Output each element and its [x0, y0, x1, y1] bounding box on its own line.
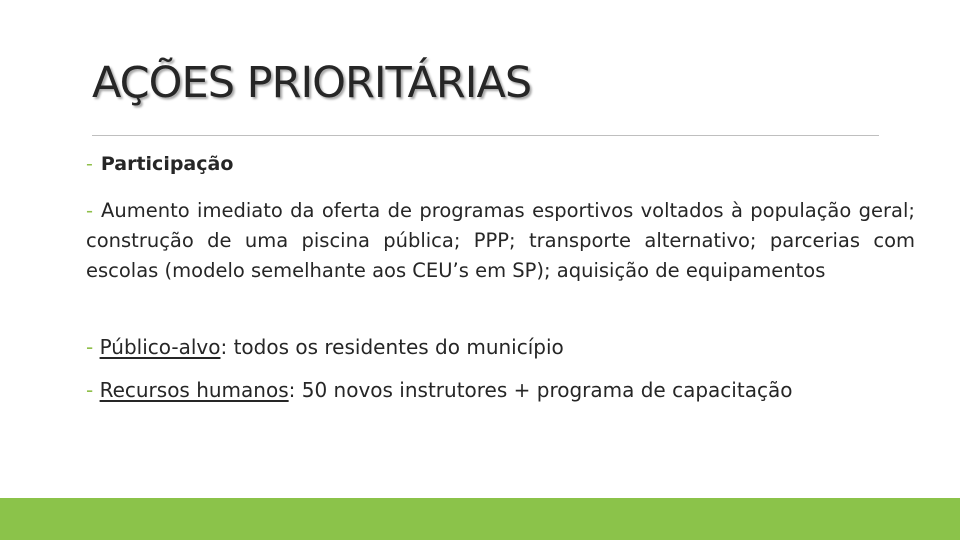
- recursos-humanos-text: : 50 novos instrutores + programa de capacitação: [288, 378, 793, 402]
- publico-alvo-text: : todos os residentes do município: [220, 335, 564, 359]
- bullet-participacao: [86, 149, 233, 179]
- publico-alvo-label: Público-alvo: [99, 335, 221, 359]
- bullet-aumento: [86, 196, 915, 286]
- bullet-recursos-humanos: [86, 375, 792, 405]
- bullet-dash: -: [86, 153, 93, 175]
- aumento-text: Aumento imediato da oferta de programas esportivos voltados à população geral; construção de uma piscina pública; PPP; transporte alternativo; parcerias com escolas (modelo semelhante aos CEU’s em SP); aquisição de equipamentos: [86, 199, 915, 282]
- bullet-dash: -: [86, 199, 94, 222]
- bullet-dash: -: [86, 335, 94, 359]
- participacao-heading: Participação: [100, 153, 234, 175]
- footer-accent-bar: [0, 498, 960, 540]
- bullet-dash: -: [86, 378, 94, 402]
- bullet-publico-alvo: [86, 332, 564, 362]
- recursos-humanos-label: Recursos humanos: [99, 378, 289, 402]
- title-divider: [92, 135, 879, 136]
- slide-title: AÇÕES PRIORITÁRIAS: [92, 58, 532, 108]
